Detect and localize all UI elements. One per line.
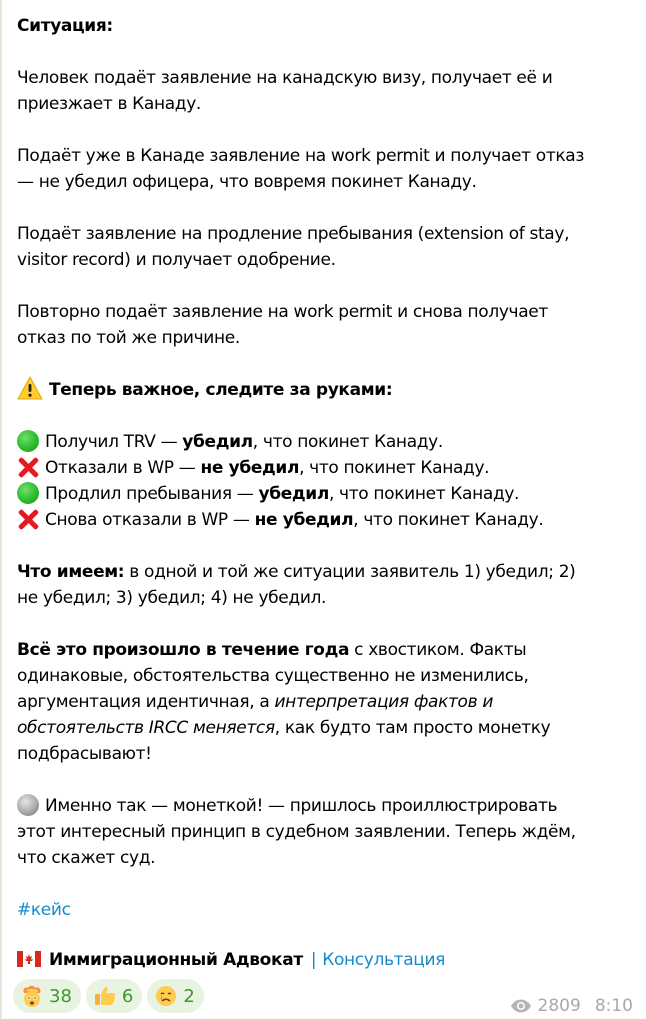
- item-text: , что покинет Канаду.: [353, 510, 544, 530]
- item-text: , что покинет Канаду.: [299, 458, 490, 478]
- thumbs-up-icon: [93, 984, 117, 1008]
- text-line: [17, 559, 635, 585]
- outcome-list: [17, 429, 635, 533]
- consultation-link[interactable]: Консультация: [322, 950, 446, 970]
- summary-bold: Что имеем:: [17, 562, 125, 582]
- text-line: Подаёт уже в Канаде заявление на work permit и получает отказ: [17, 146, 585, 166]
- paragraph-3: [17, 221, 635, 273]
- reaction-thumbs-up[interactable]: [86, 979, 142, 1013]
- channel-name[interactable]: Иммиграционный Адвокат: [49, 950, 303, 970]
- paragraph-4: [17, 299, 635, 351]
- text-line: visitor record) и получает одобрение.: [17, 250, 336, 270]
- list-item: [17, 481, 635, 507]
- warning-icon: [17, 378, 43, 400]
- item-bold-text: не убедил: [254, 510, 354, 530]
- hashtag-link[interactable]: #кейс: [17, 900, 71, 920]
- message-body: [17, 13, 635, 923]
- reaction-count: 6: [121, 985, 134, 1007]
- item-text: Получил TRV —: [45, 432, 183, 452]
- canada-flag-icon: [17, 951, 41, 967]
- text-line: отказ по той же причине.: [17, 328, 240, 348]
- summary-paragraph: [17, 559, 635, 611]
- item-text: Снова отказали в WP —: [45, 510, 255, 530]
- cross-mark-icon: [17, 456, 39, 478]
- conclusion-italic: интерпретация фактов и: [274, 692, 494, 712]
- item-text: Продлил пребывания —: [45, 484, 259, 504]
- item-bold-text: убедил: [258, 484, 329, 504]
- item-text: , что покинет Канаду.: [252, 432, 443, 452]
- summary-text: в одной и той же ситуации заявитель 1) убедил; 2): [124, 562, 576, 582]
- conclusion-bold: Всё это произошло в течение года: [17, 640, 350, 660]
- reaction-crying-face[interactable]: [147, 979, 203, 1013]
- text-line: — не убедил офицера, что вовремя покинет Канаду.: [17, 172, 477, 192]
- green-circle-icon: [17, 482, 39, 504]
- footer-separator: |: [310, 950, 317, 970]
- exploding-head-icon: [20, 984, 44, 1008]
- warning-text: Теперь важное, следите за руками:: [49, 380, 393, 400]
- reaction-exploding-head[interactable]: [13, 979, 81, 1013]
- list-item: [17, 507, 635, 533]
- text-line: что скажет суд.: [17, 848, 156, 868]
- warning-paragraph: [17, 377, 635, 403]
- conclusion-text: , как будто там просто монетку: [274, 718, 551, 738]
- text-line: [17, 689, 635, 715]
- text-line: Подаёт заявление на продление пребывания (extension of stay,: [17, 224, 570, 244]
- warning-line: [17, 377, 635, 403]
- reactions-bar: [13, 979, 204, 1013]
- text-line: [17, 715, 635, 741]
- coin-paragraph: [17, 793, 635, 871]
- view-count: 2809: [537, 996, 581, 1016]
- conclusion-text: с хвостиком. Факты: [349, 640, 527, 660]
- eye-icon: [510, 999, 532, 1013]
- conclusion-text: аргументация идентичная, а: [17, 692, 275, 712]
- coin-text: Именно так — монеткой! — пришлось проиллюстрировать: [45, 796, 558, 816]
- text-line: одинаковые, обстоятельства существенно не изменились,: [17, 666, 529, 686]
- text-line: подбрасывают!: [17, 744, 152, 764]
- message-time: 8:10: [594, 996, 633, 1016]
- coin-icon: [17, 794, 39, 816]
- text-line: Человек подаёт заявление на канадскую визу, получает её и: [17, 68, 553, 88]
- item-bold-text: не убедил: [200, 458, 300, 478]
- text-line: [17, 793, 635, 819]
- list-item: [17, 429, 635, 455]
- item-bold-text: убедил: [182, 432, 253, 452]
- reaction-count: 2: [183, 985, 195, 1007]
- paragraph-1: [17, 65, 635, 117]
- text-line: [17, 637, 635, 663]
- crying-face-icon: [154, 984, 178, 1008]
- item-text: Отказали в WP —: [45, 458, 201, 478]
- item-text: , что покинет Канаду.: [328, 484, 520, 504]
- cross-mark-icon: [17, 508, 39, 530]
- text-line: приезжает в Канаду.: [17, 94, 201, 114]
- heading-paragraph: [17, 13, 635, 39]
- reaction-count: 38: [49, 985, 72, 1007]
- message-meta: [510, 996, 633, 1016]
- green-circle-icon: [17, 430, 39, 452]
- paragraph-2: [17, 143, 635, 195]
- channel-footer: [17, 947, 445, 973]
- conclusion-paragraph: [17, 637, 635, 767]
- message-left-border: [0, 0, 2, 1019]
- text-line: Повторно подаёт заявление на work permit и снова получает: [17, 302, 548, 322]
- text-line: этот интересный принцип в судебном заявлении. Теперь ждём,: [17, 822, 576, 842]
- list-item: [17, 455, 635, 481]
- text-line: не убедил; 3) убедил; 4) не убедил.: [17, 588, 327, 608]
- hashtag-paragraph: [17, 897, 635, 923]
- post-heading: Ситуация:: [17, 16, 113, 36]
- conclusion-italic: обстоятельств IRCC меняется: [17, 718, 275, 738]
